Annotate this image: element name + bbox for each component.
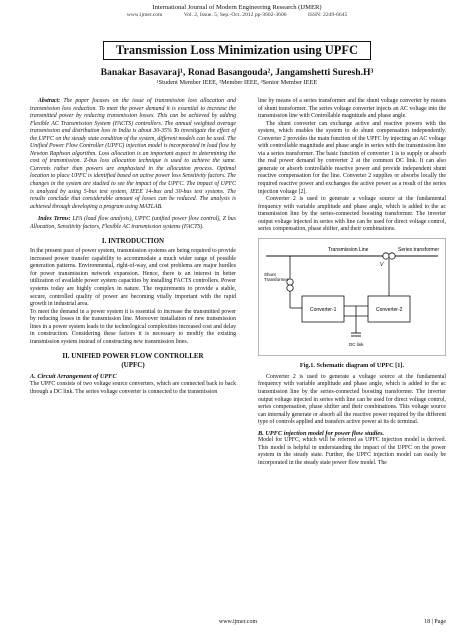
journal-header: International Journal of Modern Engineering Research (IJMER) bbox=[152, 4, 322, 11]
right-paragraph-2: The shunt converter can exchange active and reactive powers with the system, which enables the system to do shunt compensation independently. Converter 2 provides the main function of the UPFC by injecting an AC voltage with controllable magnitude and phase angle in series with the transmission line via a series transformer. The basic function of converter 1 is to supply or absorb the real power demand by converter 2 at the common DC link. It can also generate or absorb controllable reactive power and provide independent shunt reactive compensation for the line. Converter 2 supplies or absorbs locally the required reactive power and exchanges the active power as a result of the series injection voltage [2]. bbox=[258, 120, 446, 195]
page-footer bbox=[30, 617, 446, 627]
right-paragraph-3: Converter 2 is used to generate a voltage source at the fundamental frequency with variable amplitude and phase angle, which is added to the ac transmission line by the series-connected boosting transformer. The inverter output voltage injected in series with line can be used for direct voltage control, series compensation, phase shifter, and their combinations. bbox=[258, 196, 446, 233]
index-terms bbox=[30, 216, 236, 231]
footer-url[interactable]: www.ijmer.com bbox=[218, 619, 258, 625]
abstract-label: Abstract: bbox=[38, 98, 61, 104]
intro-paragraph-1: In the present pace of power system, transmission systems are being required to provide increased power transfer capability to accommodate a much wider range of possible generation patterns. Environmental, right-of-way, and cost problems are major hurdles for power transmission network expansion. Hence, there is an interest in better utilization of available power system capacities by installing FACTS controllers. Power systems today are highly complex in nature. The requirements to provide a stable, secure, controlled quality of power are becoming vitally important with the rapid growth in industrial area. bbox=[30, 248, 236, 308]
abstract-text: The paper focuses on the issue of transmission loss allocation and transmission loss reduction. To meet the power demand it is essential to increase the transmitted power by reducing transmission losses. This can be achieved by adding Flexible AC Transmission System (FACTS) controllers. The annual weighted average transmission and distribution loss in India is about 30-35% To investigate the effect of the UPFC on the steady state condition of the system, different models can be used. The Unified Power Flow Controller (UPFC) injection model is incorporated in load flow by Newton Raphson algorithm. Loss allocation is an important aspect in determining the cost of transmission. Z-bus loss allocation technique is used to achieve the same. Currents rather than powers are emphasized in the allocation process. Optimal location to place UPFC is identified based on active power loss Sensitivity factors. The changes in the system are studied to see the impact of the UPFC. The impact of UPFC is analyzed by using 5-bus test system, IEEE 14-bus and 30-bus test systems. The results conclude that considerable amount of losses can be reduced. The analysis is achieved through developing a program using MATLAB. bbox=[30, 98, 236, 210]
shunt-transformer-coil-2 bbox=[287, 285, 293, 291]
converter-2-label: Converter-2 bbox=[376, 306, 403, 313]
subsection-circuit-title: A. Circuit Arrangement of UPFC bbox=[30, 373, 117, 381]
converter-1-label: Converter-1 bbox=[310, 306, 337, 313]
dc-link-label: DC link bbox=[349, 341, 364, 347]
upfc-schematic-diagram bbox=[258, 238, 446, 360]
series-transformer-label: Series transformer bbox=[398, 246, 440, 253]
left-column bbox=[30, 98, 236, 396]
footer-page-number: 18 | Page bbox=[424, 619, 446, 625]
paper-authors: Banakar Basavaraj¹, Ronad Basangouda², Jangamshetti Suresh.H³ bbox=[100, 67, 374, 78]
circuit-paragraph: The UPFC consists of two voltage source converters, which are connected back to back through a DC link. The series voltage converter is connected to the transmission bbox=[30, 380, 236, 395]
paper-title: Transmission Loss Minimization using UPFC bbox=[103, 41, 371, 60]
subsection-injection-title: B. UPFC injection model for power flow studies. bbox=[258, 429, 385, 437]
section-upfc-title: II. UNIFIED POWER FLOW CONTROLLER bbox=[62, 352, 204, 361]
author-affiliations: ¹Student Member IEEE, ²Member IEEE, ³Senior Member IEEE bbox=[156, 79, 318, 86]
shunt-label-1: Shunt bbox=[264, 271, 276, 277]
journal-volume: Vol. 2, Issue. 5, Sep.-Oct. 2012 pp-3602-3606 bbox=[183, 12, 287, 18]
section-introduction-title: I. INTRODUCTION bbox=[101, 237, 165, 246]
intro-paragraph-2: To meet the demand in a power system it is essential to increase the transmitted power by reducing losses in the transmission line. Moreover installation of new transmission lines in a power system leads to the technological complexities increased cost and delay in construction. Considering these factors it is necessary to modify the existing transmission system instead of constructing new transmission lines. bbox=[30, 308, 236, 345]
series-transformer-coil-2 bbox=[389, 253, 395, 259]
figure-caption: Fig.1. Schematic diagram of UPFC [1]. bbox=[299, 362, 405, 370]
series-transformer-coil-1 bbox=[383, 253, 389, 259]
index-terms-label: Index Terms: bbox=[38, 216, 71, 223]
right-column bbox=[258, 98, 446, 468]
right-paragraph-4: Converter 2 is used to generate a voltage source at the fundamental frequency with variable amplitude and phase angle, which is added to the ac transmission line by the series-connected boosting transformer. The inverter output voltage injected in series with line can be used for direct voltage control, series compensation, phase shifter and their combinations. This voltage source can internally generate or absorb all the reactive power required by the different type of controls applied and transfers active power at its dc terminal. bbox=[258, 373, 446, 426]
abstract bbox=[30, 98, 236, 211]
journal-url[interactable]: www.ijmer.com bbox=[126, 12, 163, 18]
right-paragraph-1: line by means of a series transformer and the shunt voltage converter by means of shunt transformer. The series voltage converter injects an AC voltage into the transmission line with Controllable magnitude and phase angle. bbox=[258, 98, 446, 120]
index-terms-text: LFA (load flow analysis), UPFC (unified power flow control), Z bus Allocation, Sensitivity factors, Flexible AC transmission systems (FACTS). bbox=[30, 216, 236, 230]
transmission-line-label: Transmission Line bbox=[328, 246, 369, 253]
upfc-schematic-svg bbox=[258, 238, 446, 356]
section-upfc-title-2: (UPFC) bbox=[121, 361, 145, 370]
v-label: V bbox=[380, 261, 384, 268]
shunt-label-2: Transformer bbox=[264, 276, 289, 282]
journal-issn: ISSN: 2249-6645 bbox=[307, 12, 348, 18]
right-paragraph-5: Model for UPFC, which will be referred as UPFC injection model is derived. This model is helpful in understanding the impact of the UPFC on the power system in the steady state. Further, the UPFC injection model can easily be incorporated in the steady state power flow model. The bbox=[258, 437, 446, 466]
journal-subheader bbox=[0, 12, 474, 19]
